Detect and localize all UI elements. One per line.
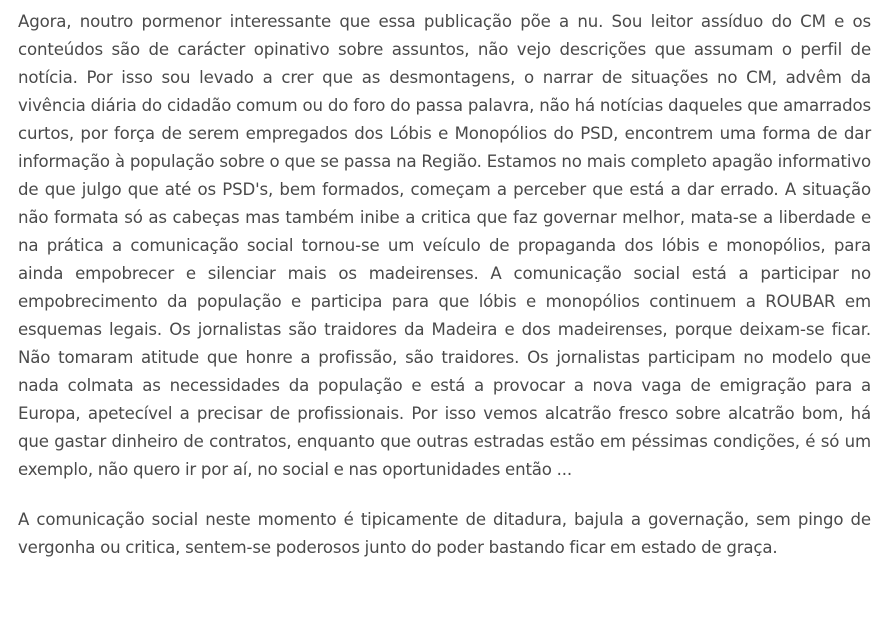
article-paragraph-1: Agora, noutro pormenor interessante que essa publicação põe a nu. Sou leitor assíduo do CM e os conteúdos são de carácter opinativo sobre assuntos, não vejo descrições que assumam o perfil de notícia. Por isso sou levado a crer que as desmontagens, o narrar de situações no CM, advêm da vivência diária do cidadão comum ou do foro do passa palavra, não há notícias daqueles que amarrados curtos, por força de serem empregados dos Lóbis e Monopólios do PSD, encontrem uma forma de dar informação à população sobre o que se passa na Região. Estamos no mais completo apagão informativo de que julgo que até os PSD's, bem formados, começam a perceber que está a dar errado. A situação não formata só as cabeças mas também inibe a critica que faz governar melhor, mata-se a liberdade e na prática a comunicação social tornou-se um veículo de propaganda dos lóbis e monopólios, para ainda empobrecer e silenciar mais os madeirenses. A comunicação social está a participar no empobrecimento da população e participa para que lóbis e monopólios continuem a ROUBAR em esquemas legais. Os jornalistas são traidores da Madeira e dos madeirenses, porque deixam-se ficar. Não tomaram atitude que honre a profissão, são traidores. Os jornalistas participam no modelo que nada colmata as necessidades da população e está a provocar a nova vaga de emigração para a Europa, apetecível a precisar de profissionais. Por isso vemos alcatrão fresco sobre alcatrão bom, há que gastar dinheiro de contratos, enquanto que outras estradas estão em péssimas condições, é só um exemplo, não quero ir por aí, no social e nas oportunidades então ... (18, 12, 871, 479)
article-paragraph-2: A comunicação social neste momento é tipicamente de ditadura, bajula a governação, sem pingo de vergonha ou critica, sentem-se poderosos junto do poder bastando ficar em estado de graça. (18, 510, 871, 557)
article-body (18, 8, 871, 584)
